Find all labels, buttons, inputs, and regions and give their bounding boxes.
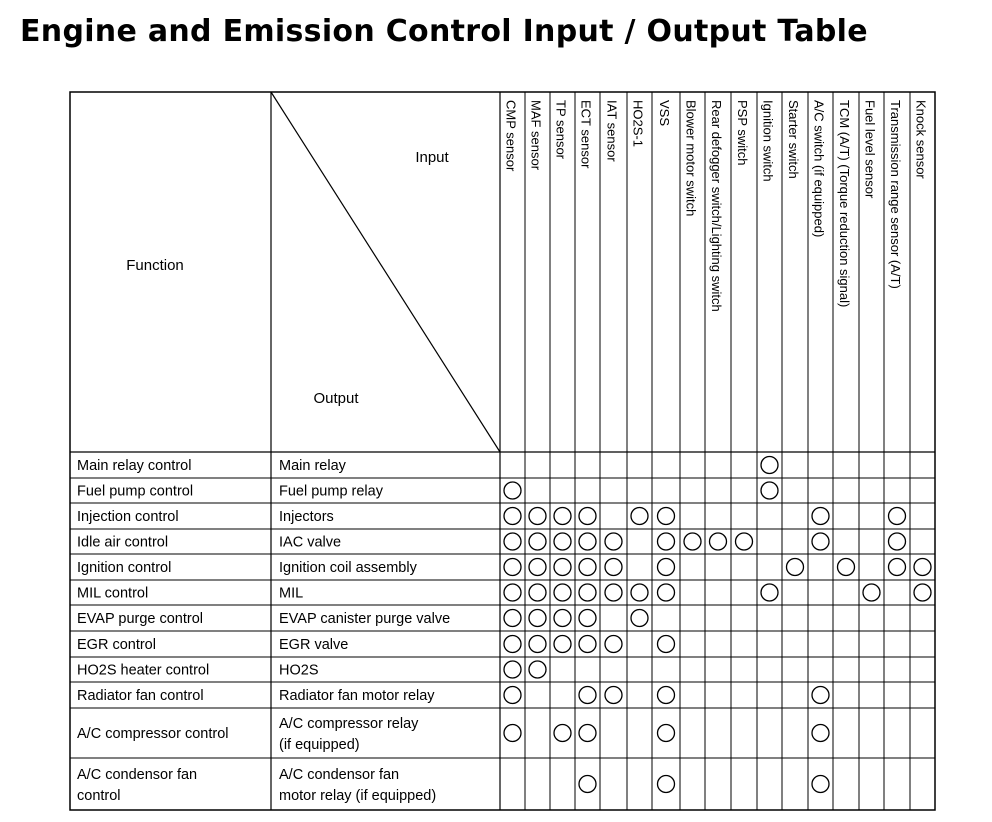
input-column-label: A/C switch (if equipped) [811,100,827,238]
function-cell: A/C compressor control [77,726,229,742]
input-mark-circle [529,508,546,525]
input-mark-circle [631,610,648,627]
input-mark-circle [579,533,596,550]
function-cell: A/C condensor fan [77,767,198,783]
input-mark-circle [658,559,675,576]
table-row [77,636,675,654]
table-row [77,457,778,475]
output-cell: A/C condensor fan [279,767,400,783]
table-row [77,508,906,526]
input-mark-circle [504,508,521,525]
input-mark-circle [579,508,596,525]
input-column-label: PSP switch [735,100,750,166]
input-mark-circle [658,687,675,704]
input-mark-circle [529,661,546,678]
table-row [77,687,829,705]
input-mark-circle [658,584,675,601]
input-mark-circle [579,610,596,627]
input-mark-circle [504,610,521,627]
input-column-label: CMP sensor [503,100,519,172]
table-row [77,767,829,804]
output-header-label: Output [313,390,359,407]
table-row [77,584,931,602]
function-cell: Injection control [77,509,179,525]
input-mark-circle [658,533,675,550]
input-mark-circle [710,533,727,550]
input-mark-circle [914,584,931,601]
table-body [77,457,931,805]
input-mark-circle [529,610,546,627]
input-column-label: VSS [657,100,672,127]
input-mark-circle [761,482,778,499]
input-column-label: TCM (A/T) (Torque reduction signal) [837,100,852,308]
input-mark-circle [504,533,521,550]
input-header-label: Input [415,149,449,166]
input-mark-circle [889,533,906,550]
input-column-label: Rear defogger switch/Lighting switch [709,100,724,312]
input-mark-circle [914,559,931,576]
input-mark-circle [605,533,622,550]
input-column-label: Transmission range sensor (A/T) [888,100,903,289]
output-cell: (if equipped) [279,737,360,753]
input-mark-circle [554,584,571,601]
input-column-label: TP sensor [553,100,569,160]
input-mark-circle [684,533,701,550]
input-mark-circle [579,776,596,793]
table-row [77,533,906,551]
function-cell: Radiator fan control [77,688,204,704]
input-mark-circle [504,725,521,742]
input-mark-circle [863,584,880,601]
table-row [77,661,546,679]
input-mark-circle [579,559,596,576]
table-row [77,716,829,753]
input-mark-circle [504,687,521,704]
input-mark-circle [554,725,571,742]
input-mark-circle [658,776,675,793]
input-mark-circle [554,610,571,627]
input-mark-circle [812,776,829,793]
input-mark-circle [605,687,622,704]
input-mark-circle [812,687,829,704]
input-column-label: Ignition switch [760,100,776,182]
input-mark-circle [658,725,675,742]
function-cell: EGR control [77,637,156,653]
input-mark-circle [529,533,546,550]
table-row [77,610,648,628]
input-mark-circle [812,725,829,742]
function-cell: control [77,788,121,804]
input-mark-circle [605,559,622,576]
table-row [77,482,778,500]
input-mark-circle [812,533,829,550]
input-mark-circle [889,508,906,525]
input-mark-circle [658,636,675,653]
function-cell: Fuel pump control [77,483,194,500]
input-mark-circle [529,584,546,601]
output-cell: HO2S [279,662,319,679]
output-cell: motor relay (if equipped) [279,788,437,804]
function-cell: MIL control [77,585,149,602]
input-mark-circle [554,508,571,525]
input-mark-circle [605,636,622,653]
input-mark-circle [579,725,596,742]
input-mark-circle [631,508,648,525]
output-cell: EVAP canister purge valve [279,611,451,627]
page-title: Engine and Emission Control Input / Output Table [20,14,868,49]
input-mark-circle [761,457,778,474]
function-cell: HO2S heater control [77,662,210,679]
output-cell: A/C compressor relay [279,716,419,732]
input-mark-circle [761,584,778,601]
input-mark-circle [529,636,546,653]
function-cell: Main relay control [77,458,192,474]
input-mark-circle [838,559,855,576]
input-mark-circle [554,533,571,550]
input-mark-circle [605,584,622,601]
input-mark-circle [736,533,753,550]
output-cell: Injectors [279,509,334,525]
input-mark-circle [504,584,521,601]
input-mark-circle [631,584,648,601]
input-mark-circle [529,559,546,576]
input-column-label: Knock sensor [913,100,929,179]
input-column-label: MAF sensor [528,100,544,171]
function-header-label: Function [126,257,184,274]
input-mark-circle [579,687,596,704]
input-column-label: ECT sensor [578,100,594,169]
function-cell: EVAP purge control [77,611,204,627]
output-cell: Fuel pump relay [279,483,383,500]
input-mark-circle [812,508,829,525]
input-column-label: Blower motor switch [683,100,699,217]
input-mark-circle [504,661,521,678]
output-cell: Radiator fan motor relay [279,688,435,704]
input-column-label: Fuel level sensor [862,100,878,199]
input-mark-circle [504,559,521,576]
table-row [77,559,931,577]
output-cell: MIL [279,585,304,602]
output-cell: Ignition coil assembly [279,560,417,576]
output-cell: EGR valve [279,637,349,653]
input-column-label: IAT sensor [604,100,620,162]
input-mark-circle [504,482,521,499]
function-cell: Ignition control [77,560,172,576]
input-mark-circle [787,559,804,576]
output-cell: Main relay [279,458,346,474]
input-mark-circle [889,559,906,576]
input-mark-circle [579,636,596,653]
function-cell: Idle air control [77,534,169,551]
input-column-label: HO2S-1 [630,100,646,147]
input-column-label: Starter switch [786,100,801,179]
input-mark-circle [554,559,571,576]
input-mark-circle [579,584,596,601]
input-mark-circle [504,636,521,653]
output-cell: IAC valve [279,534,342,551]
input-mark-circle [554,636,571,653]
input-mark-circle [658,508,675,525]
